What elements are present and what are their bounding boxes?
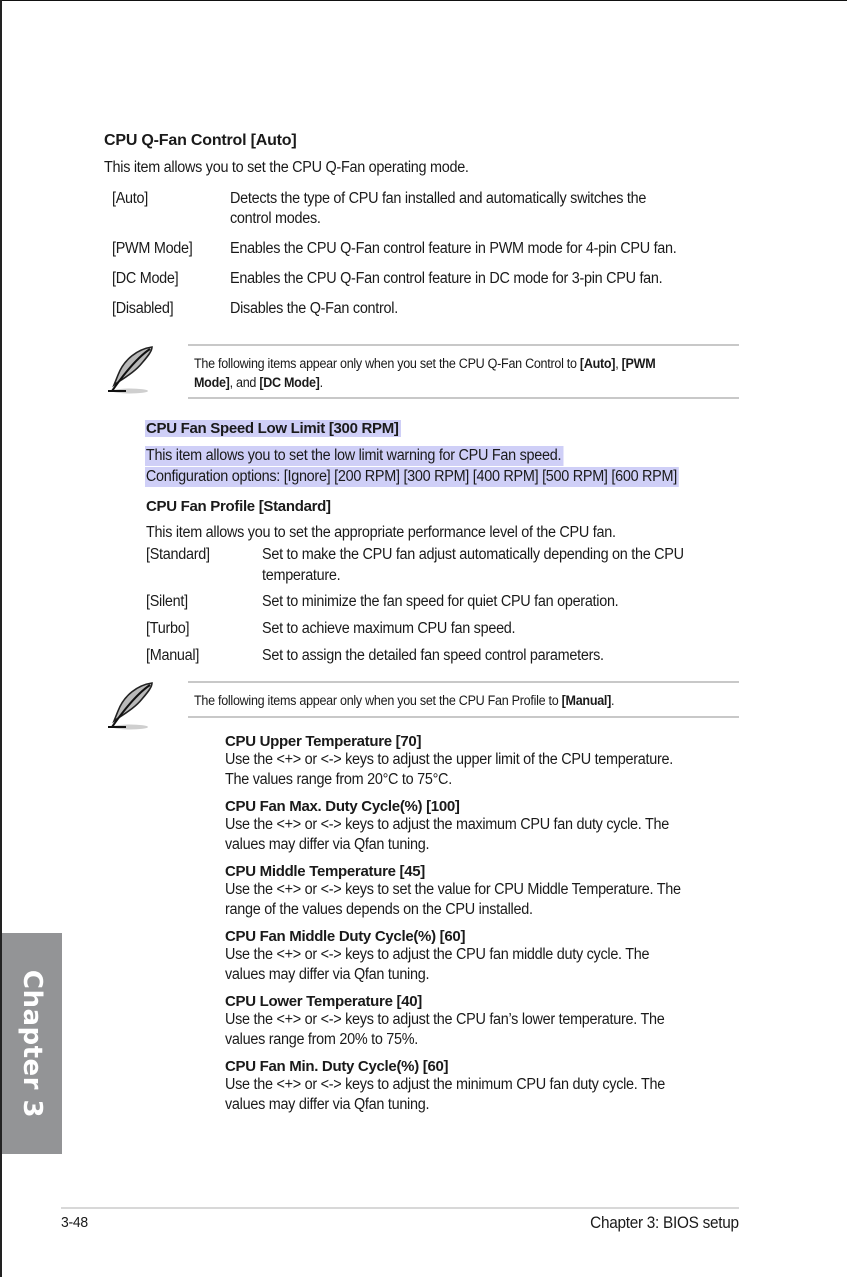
section-config-options-low-limit: Configuration options: [Ignore] [200 RPM] [300 RPM] [400 RPM] [500 RPM] [600 RPM] <box>145 468 677 485</box>
footer-page-number: 3-48 <box>61 1214 88 1231</box>
feather-pen-icon <box>104 343 158 397</box>
manual-item-cpu-lower-temperature <box>225 993 698 1050</box>
option-key: [Disabled] <box>112 300 174 317</box>
note-divider-top <box>188 681 739 683</box>
item-desc-cont: values range from 20% to 75%. <box>225 1031 419 1048</box>
item-desc: Use the <+> or <-> keys to adjust the upper limit of the CPU temperature. <box>225 751 673 768</box>
chapter-side-tab <box>2 933 62 1154</box>
item-title: CPU Fan Max. Duty Cycle(%) [100] <box>225 798 460 815</box>
option-desc-cont: control modes. <box>230 210 321 227</box>
note-text-line1: The following items appear only when you set the CPU Fan Profile to [Manual]. <box>194 693 615 708</box>
item-title: CPU Fan Middle Duty Cycle(%) [60] <box>225 928 466 945</box>
section-title-cpu-fan-profile: CPU Fan Profile [Standard] <box>146 498 331 515</box>
option-desc: Detects the type of CPU fan installed and automatically switches the <box>230 190 647 207</box>
note-divider-top <box>188 344 739 346</box>
option-desc: Set to assign the detailed fan speed control parameters. <box>262 647 604 664</box>
item-desc: Use the <+> or <-> keys to adjust the maximum CPU fan duty cycle. The <box>225 816 669 833</box>
feather-pen-icon <box>104 679 158 733</box>
option-key: [Standard] <box>146 546 210 563</box>
manual-item-cpu-fan-max-duty-cycle <box>225 798 702 855</box>
section-desc-low-limit: This item allows you to set the low limit warning for CPU Fan speed. <box>145 447 562 464</box>
manual-item-cpu-middle-temperature <box>225 863 715 920</box>
item-desc: Use the <+> or <-> keys to adjust the CPU fan’s lower temperature. The <box>225 1011 665 1028</box>
item-desc-cont: range of the values depends on the CPU installed. <box>225 901 533 918</box>
chapter-side-tab-label: Chapter 3 <box>17 969 47 1118</box>
option-desc-cont: temperature. <box>262 567 341 584</box>
option-key: [DC Mode] <box>112 270 179 287</box>
option-desc: Enables the CPU Q-Fan control feature in DC mode for 3-pin CPU fan. <box>230 270 663 287</box>
manual-item-cpu-fan-middle-duty-cycle <box>225 928 681 985</box>
section-title-cpu-qfan-control: CPU Q-Fan Control [Auto] <box>104 132 297 149</box>
section-intro-cpu-qfan-control: This item allows you to set the CPU Q-Fan operating mode. <box>104 159 469 176</box>
item-title: CPU Middle Temperature [45] <box>225 863 425 880</box>
note-divider-bottom <box>188 716 739 718</box>
item-desc-cont: values may differ via Qfan tuning. <box>225 836 430 853</box>
option-key: [PWM Mode] <box>112 240 193 257</box>
option-desc: Disables the Q-Fan control. <box>230 300 398 317</box>
option-key: [Turbo] <box>146 620 190 637</box>
section-intro-cpu-fan-profile: This item allows you to set the appropriate performance level of the CPU fan. <box>146 524 616 541</box>
item-title: CPU Upper Temperature [70] <box>225 733 422 750</box>
page-border-top <box>0 0 847 1</box>
note-text-line1: The following items appear only when you set the CPU Q-Fan Control to [Auto], [PWM <box>194 356 656 371</box>
footer-chapter-title: Chapter 3: BIOS setup <box>590 1214 739 1232</box>
option-desc: Set to make the CPU fan adjust automatically depending on the CPU <box>262 546 684 563</box>
item-title: CPU Fan Min. Duty Cycle(%) [60] <box>225 1058 449 1075</box>
item-desc-cont: values may differ via Qfan tuning. <box>225 966 430 983</box>
item-desc-cont: values may differ via Qfan tuning. <box>225 1096 430 1113</box>
note-text-line2: Mode], and [DC Mode]. <box>194 375 323 390</box>
option-key: [Manual] <box>146 647 200 664</box>
item-desc: Use the <+> or <-> keys to adjust the minimum CPU fan duty cycle. The <box>225 1076 665 1093</box>
item-desc-cont: The values range from 20°C to 75°C. <box>225 771 452 788</box>
manual-item-cpu-upper-temperature <box>225 733 707 790</box>
footer-divider <box>61 1207 739 1209</box>
item-desc: Use the <+> or <-> keys to adjust the CPU fan middle duty cycle. The <box>225 946 650 963</box>
item-desc: Use the <+> or <-> keys to set the value for CPU Middle Temperature. The <box>225 881 681 898</box>
item-title: CPU Lower Temperature [40] <box>225 993 422 1010</box>
option-desc: Set to minimize the fan speed for quiet CPU fan operation. <box>262 593 619 610</box>
note-divider-bottom <box>188 397 739 399</box>
section-title-cpu-fan-speed-low-limit: CPU Fan Speed Low Limit [300 RPM] <box>146 420 399 437</box>
option-key: [Auto] <box>112 190 148 207</box>
manual-item-cpu-fan-min-duty-cycle <box>225 1058 698 1115</box>
option-key: [Silent] <box>146 593 188 610</box>
option-desc: Enables the CPU Q-Fan control feature in PWM mode for 4-pin CPU fan. <box>230 240 677 257</box>
option-desc: Set to achieve maximum CPU fan speed. <box>262 620 516 637</box>
